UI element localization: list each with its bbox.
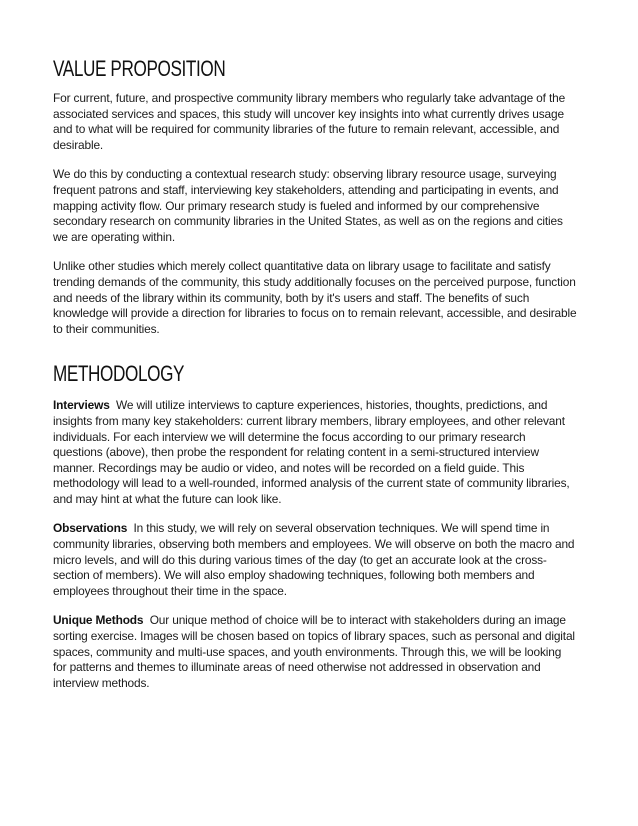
value-proposition-section	[53, 56, 577, 337]
method-paragraph	[53, 398, 577, 507]
method-lead: Unique Methods	[53, 613, 144, 628]
body-paragraph: For current, future, and prospective community library members who regularly take advantage of the associated services and spaces, this study will uncover key insights into what currently drives usage and to what will be required for community libraries of the future to remain relevant, accessible, and desirable.	[53, 91, 566, 152]
method-lead: Interviews	[53, 398, 110, 413]
body-paragraph: We do this by conducting a contextual research study: observing library resource usage, surveying frequent patrons and staff, interviewing key stakeholders, attending and participating in events, and mapping activity flow. Our primary research study is fueled and informed by our comprehensive secondary research on community libraries in the United States, as well as on the regions and cities we are operating within.	[53, 167, 563, 244]
method-text: We will utilize interviews to capture experiences, histories, thoughts, predictions, and insights from many key stakeholders: current library members, library employees, and other relevant individuals. For each interview we will determine the focus according to our primary research questions (above), then probe the respondent for relating content in a semi-structured interview manner. Recordings may be audio or video, and notes will be recorded on a field guide. This methodology will lead to a well-rounded, informed analysis of the current state of community libraries, and may hint at what the future can look like.	[53, 398, 570, 506]
body-paragraph: Unlike other studies which merely collect quantitative data on library usage to facilitate and satisfy trending demands of the community, this study additionally focuses on the perceived purpose, function and needs of the library within its community, both by it's users and staff. The benefits of such knowledge will provide a direction for libraries to focus on to remain relevant, accessible, and desirable to their communities.	[53, 259, 577, 336]
method-lead: Observations	[53, 521, 128, 536]
section-heading: METHODOLOGY	[53, 361, 185, 387]
method-text: Our unique method of choice will be to interact with stakeholders during an image sorting exercise. Images will be chosen based on topics of library spaces, such as personal and digital spaces, community and multi-use spaces, and youth environments. Through this, we will be looking for patterns and themes to illuminate areas of need otherwise not addressed in observation and interview methods.	[53, 613, 575, 690]
methodology-section	[53, 361, 577, 691]
document-page	[53, 56, 577, 705]
method-text: In this study, we will rely on several observation techniques. We will spend time in community libraries, observing both members and employees. We will observe on both the macro and micro levels, and will do this during various times of the day (to get an accurate look at the cross-section of members). We will also employ shadowing techniques, following both members and employees throughout their time in the space.	[53, 521, 575, 598]
method-paragraph	[53, 521, 577, 599]
method-paragraph	[53, 613, 577, 691]
section-heading: VALUE PROPOSITION	[53, 56, 226, 81]
